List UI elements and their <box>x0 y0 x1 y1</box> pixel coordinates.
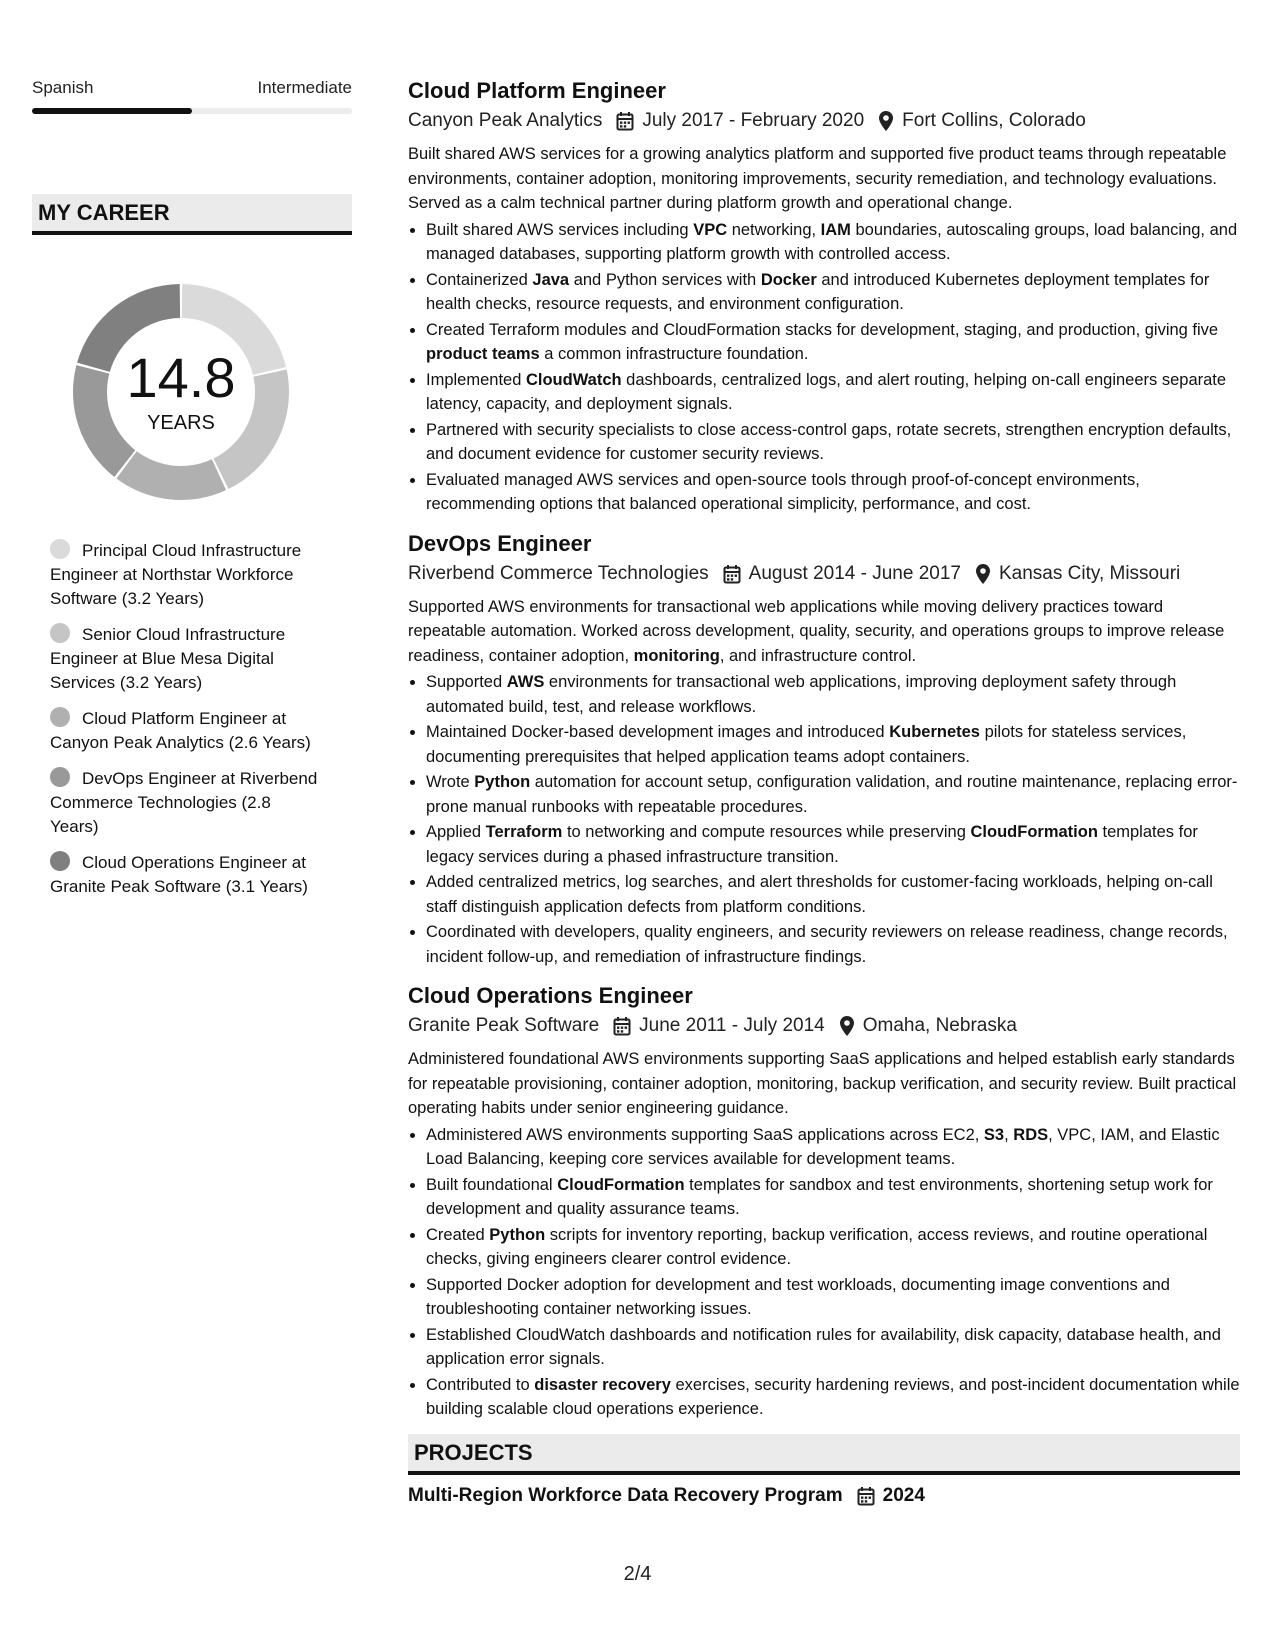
legend-label: Senior Cloud Infrastructure Engineer at Blue Mesa Digital Services (3.2 Years) <box>50 625 286 692</box>
legend-label: Principal Cloud Infrastructure Engineer at Northstar Workforce Software (3.2 Years) <box>50 541 302 608</box>
legend-swatch <box>50 707 70 727</box>
job-bullet <box>426 720 1240 769</box>
job-bullet <box>426 770 1240 819</box>
job-location: Kansas City, Missouri <box>998 562 1181 584</box>
job-meta <box>408 106 1240 136</box>
job-bullet <box>426 318 1240 367</box>
bullet-text: Contributed to <box>426 1375 535 1394</box>
job-entry <box>408 76 1240 517</box>
calendar-icon <box>857 1486 875 1506</box>
legend-swatch <box>50 767 70 787</box>
job-bullet <box>426 1123 1240 1172</box>
bullet-keyword: CloudFormation <box>557 1175 685 1194</box>
bullet-text: scripts for inventory reporting, backup verification, access reviews, and routine operational checks, giving engineers clearer control evidence. <box>426 1225 1208 1268</box>
project-title-row <box>408 1481 1240 1511</box>
bullet-keyword: S3 <box>983 1125 1005 1144</box>
location-pin-icon <box>975 563 991 585</box>
project-title: Multi-Region Workforce Data Recovery Program <box>408 1484 843 1506</box>
bullet-text: Created Terraform modules and CloudFormation stacks for development, staging, and production, giving five <box>426 320 1219 339</box>
career-legend-item <box>50 767 320 839</box>
bullet-keyword: VPC <box>693 220 728 239</box>
bullet-text: Applied <box>426 823 486 841</box>
job-company: Granite Peak Software <box>408 1015 600 1036</box>
job-company: Riverbend Commerce Technologies <box>408 562 709 584</box>
location-pin-icon <box>839 1015 855 1037</box>
job-bullet <box>426 268 1240 317</box>
bullet-text: pilots for stateless services, documenting prerequisites that helped application teams adopt containers. <box>426 723 1187 766</box>
job-summary <box>408 595 1240 669</box>
job-bullet <box>426 820 1240 869</box>
job-summary: Built shared AWS services for a growing analytics platform and supported five product teams through repeatable environments, container adoption, monitoring improvements, security remediation, and technology evaluations. Served as a calm technical partner during platform growth and operational change. <box>408 145 1227 212</box>
bullet-keyword: CloudFormation <box>970 823 1098 841</box>
donut-center <box>66 277 296 507</box>
bullet-text: boundaries, autoscaling groups, load balancing, and managed databases, supporting platform growth with controlled access. <box>426 220 1238 263</box>
bullet-text: Created <box>426 1225 490 1244</box>
bullet-text: dashboards, centralized logs, and alert routing, helping on-call engineers separate latency, capacity, and deployment signals. <box>426 370 1227 413</box>
bullet-keyword: Python <box>474 773 531 791</box>
career-legend-item <box>50 851 320 899</box>
career-legend <box>50 539 320 899</box>
job-bullet <box>426 368 1240 417</box>
summary-text: Supported AWS environments for transactional web applications while moving delivery practices toward repeatable automation. Worked across development, quality, security, and operations groups to improve release readiness, container adoption, <box>408 597 1225 665</box>
job-bullet <box>426 870 1240 919</box>
job-bullets <box>408 218 1240 517</box>
legend-swatch <box>50 539 70 559</box>
job-meta <box>408 559 1240 589</box>
bullet-keyword: Java <box>532 270 570 289</box>
language-name: Spanish <box>32 78 94 97</box>
bullet-text: Administered AWS environments supporting SaaS applications across EC2, <box>426 1125 984 1144</box>
bullet-text: Supported <box>426 673 507 691</box>
right-column <box>408 76 1240 1511</box>
bullet-text: and Python services with <box>569 270 761 289</box>
legend-label: DevOps Engineer at Riverbend Commerce Technologies (2.8 Years) <box>50 769 318 836</box>
bullet-keyword: CloudWatch <box>525 370 622 389</box>
bullet-text: Evaluated managed AWS services and open-source tools through proof-of-concept environments, recommending options that balanced operational simplicity, performance, and cost. <box>426 470 1140 513</box>
bullet-text: Containerized <box>426 270 533 289</box>
bullet-text: Coordinated with developers, quality engineers, and security reviewers on release readiness, change records, incident follow-up, and remediation of infrastructure findings. <box>426 923 1228 966</box>
job-location: Fort Collins, Colorado <box>902 110 1086 131</box>
job-bullet <box>426 1323 1240 1372</box>
career-heading: MY CAREER <box>32 194 352 235</box>
bullet-text: , <box>1004 1125 1014 1144</box>
career-total-years: 14.8 <box>126 345 236 409</box>
bullet-keyword: disaster recovery <box>534 1375 671 1394</box>
job-bullet <box>426 218 1240 267</box>
bullet-text: automation for account setup, configuration validation, and routine maintenance, replacing error-prone manual runbooks with repeatable procedures. <box>426 773 1238 816</box>
legend-label: Cloud Platform Engineer at Canyon Peak Analytics (2.6 Years) <box>50 709 311 752</box>
job-bullet <box>426 1173 1240 1222</box>
job-bullet <box>426 1373 1240 1422</box>
job-summary: Administered foundational AWS environments supporting SaaS applications and helped establish early standards for repeatable provisioning, container adoption, monitoring, backup verification, and security review. Built practical operating habits under senior engineering guidance. <box>408 1050 1237 1117</box>
summary-text: , and infrastructure control. <box>719 646 917 665</box>
bullet-text: Supported Docker adoption for development and test workloads, documenting image conventions and troubleshooting container networking issues. <box>426 1275 1170 1318</box>
bullet-text: environments for transactional web applications, improving deployment safety through automated build, test, and release workflows. <box>426 673 1177 716</box>
bullet-text: Maintained Docker-based development images and introduced <box>426 723 890 741</box>
bullet-keyword: Kubernetes <box>889 723 980 741</box>
bullet-text: templates for sandbox and test environments, shortening setup work for development and quality assurance teams. <box>426 1175 1213 1218</box>
bullet-text: networking, <box>727 220 821 239</box>
bullet-keyword: RDS <box>1013 1125 1049 1144</box>
career-legend-item <box>50 539 320 611</box>
job-bullets <box>408 670 1240 969</box>
legend-label: Cloud Operations Engineer at Granite Peak Software (3.1 Years) <box>50 853 308 896</box>
project-year: 2024 <box>882 1484 925 1506</box>
job-bullets <box>408 1123 1240 1422</box>
bullet-keyword: AWS <box>506 673 545 691</box>
job-dates: August 2014 - June 2017 <box>748 562 961 584</box>
career-legend-item <box>50 623 320 695</box>
language-proficiency-fill <box>32 108 192 114</box>
job-entry <box>408 529 1240 970</box>
bullet-text: templates for legacy services during a phased infrastructure transition. <box>426 823 1198 866</box>
job-company: Canyon Peak Analytics <box>408 110 603 131</box>
job-list <box>408 76 1240 1422</box>
bullet-text: exercises, security hardening reviews, and post-incident documentation while building scalable cloud operations experience. <box>426 1375 1240 1418</box>
job-bullet <box>426 418 1240 467</box>
bullet-text: Built foundational <box>426 1175 558 1194</box>
job-title: DevOps Engineer <box>408 530 592 556</box>
bullet-keyword: IAM <box>820 220 851 239</box>
bullet-keyword: Python <box>489 1225 546 1244</box>
location-pin-icon <box>878 110 894 132</box>
bullet-text: Added centralized metrics, log searches, and alert thresholds for customer-facing workloads, helping on-call staff distinguish application defects from platform conditions. <box>426 873 1213 916</box>
job-entry <box>408 981 1240 1422</box>
language-level: Intermediate <box>257 78 352 97</box>
career-total-unit: YEARS <box>147 411 215 434</box>
job-bullet <box>426 1273 1240 1322</box>
job-meta <box>408 1011 1240 1041</box>
bullet-text: Implemented <box>426 370 526 389</box>
language-proficiency-bar <box>32 108 352 114</box>
job-bullet <box>426 920 1240 969</box>
job-dates: July 2017 - February 2020 <box>642 110 865 131</box>
job-location: Omaha, Nebraska <box>862 1015 1017 1036</box>
bullet-text: , VPC, IAM, and Elastic Load Balancing, keeping core services available for development teams. <box>426 1125 1220 1168</box>
bullet-keyword: Terraform <box>485 823 563 841</box>
bullet-keyword: Docker <box>760 270 817 289</box>
legend-swatch <box>50 851 70 871</box>
bullet-text: and introduced Kubernetes deployment templates for health checks, resource requests, and environment configuration. <box>426 270 1210 313</box>
career-legend-item <box>50 707 320 755</box>
calendar-icon <box>616 111 634 131</box>
projects-heading: PROJECTS <box>408 1434 1240 1475</box>
bullet-text: Built shared AWS services including <box>426 220 694 239</box>
job-bullet <box>426 670 1240 719</box>
left-column <box>32 78 352 911</box>
bullet-text: a common infrastructure foundation. <box>539 345 809 363</box>
career-donut-chart <box>66 277 296 507</box>
summary-keyword: monitoring <box>633 646 720 665</box>
bullet-text: Partnered with security specialists to close access-control gaps, rotate secrets, strengthen encryption defaults, and document evidence for customer security reviews. <box>426 420 1232 463</box>
bullet-text: to networking and compute resources while preserving <box>562 823 971 841</box>
job-bullet <box>426 1223 1240 1272</box>
bullet-text: Established CloudWatch dashboards and notification rules for availability, disk capacity, database health, and application error signals. <box>426 1325 1221 1368</box>
calendar-icon <box>613 1016 631 1036</box>
job-title: Cloud Operations Engineer <box>408 983 693 1008</box>
job-title: Cloud Platform Engineer <box>408 78 666 103</box>
legend-swatch <box>50 623 70 643</box>
bullet-text: Wrote <box>426 773 475 791</box>
job-dates: June 2011 - July 2014 <box>639 1015 825 1036</box>
calendar-icon <box>723 564 741 584</box>
bullet-keyword: product teams <box>426 345 540 363</box>
job-bullet <box>426 468 1240 517</box>
language-row <box>32 78 352 98</box>
page-number: 2/4 <box>623 1563 652 1585</box>
